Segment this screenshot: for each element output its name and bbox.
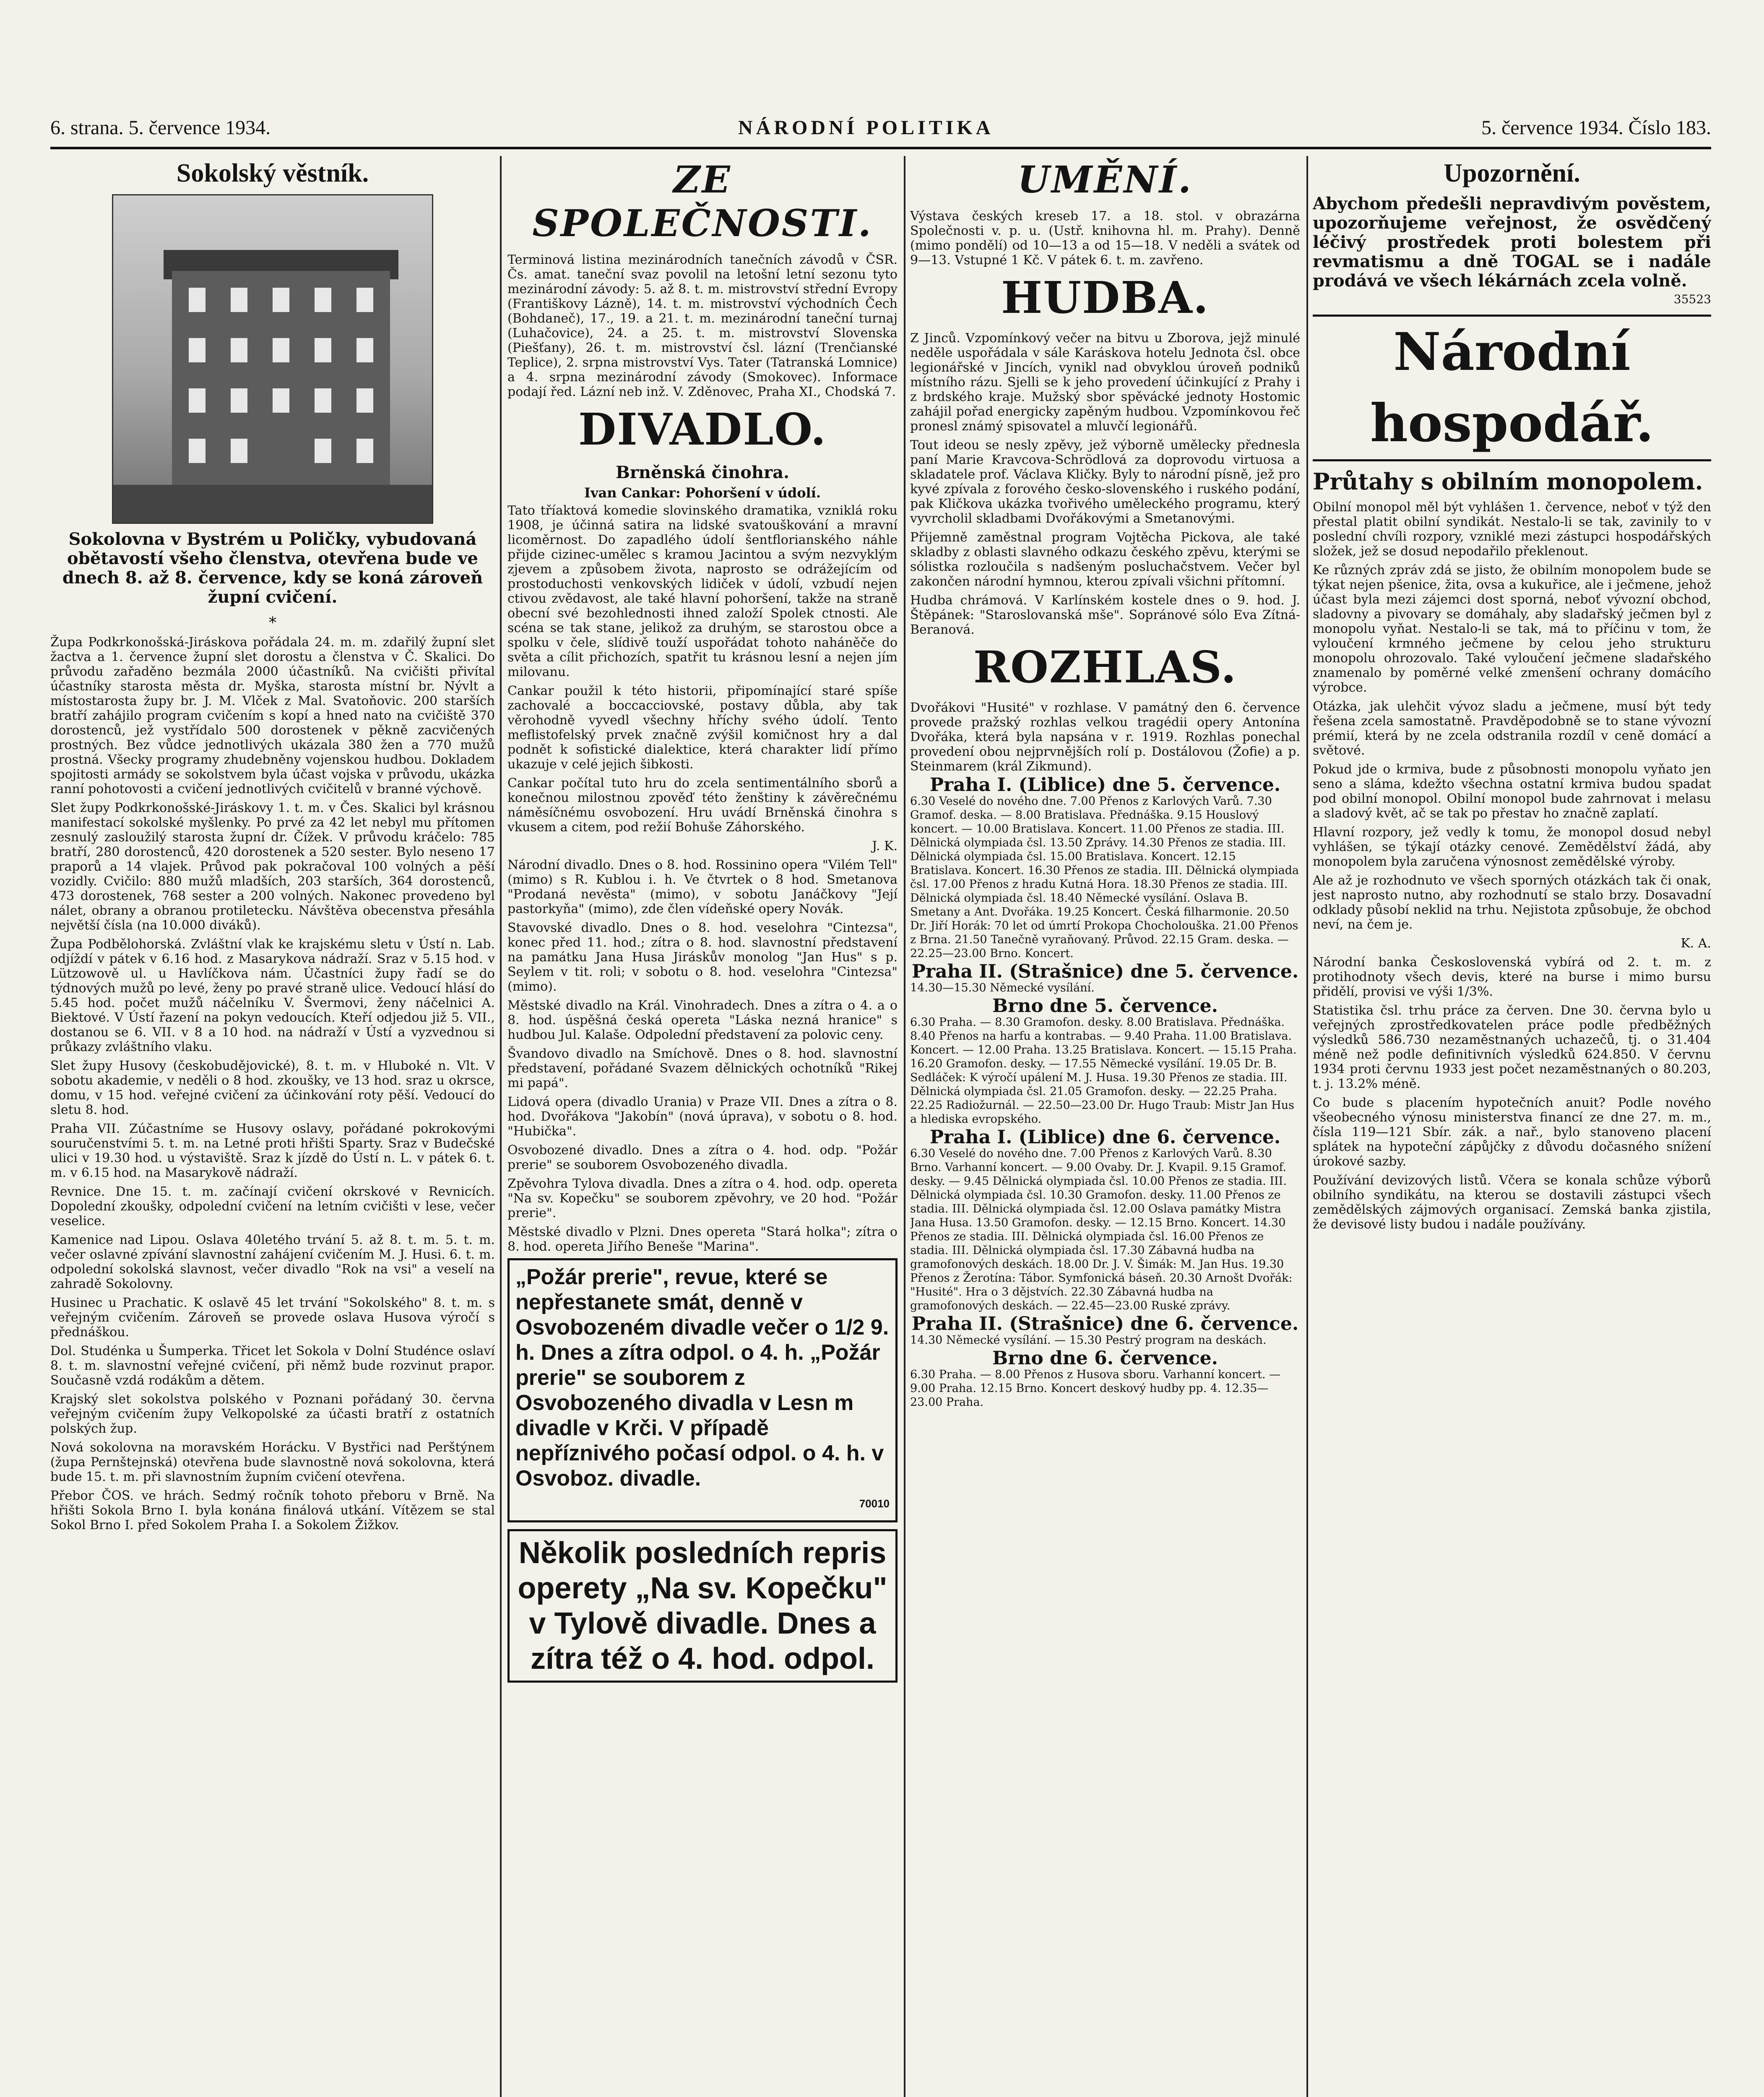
column-sokol bbox=[50, 156, 495, 2097]
column-society-theatre bbox=[507, 156, 898, 2097]
section-heading-theatre: DIVADLO. bbox=[578, 403, 827, 455]
article-paragraph: Dvořákovi "Husité" v rozhlase. V památný den 6. července provede pražský rozhlas velkou tragédii opery Antonína Dvořáka, která byla napsána v r. 1919. Rozhlas ponechal provedení obou nejprvnějších rolí p. Dostálovou (Žofie) a p. Steinmarem (král Zikmund). bbox=[910, 700, 1300, 774]
radio-program bbox=[910, 1313, 1300, 1347]
article-paragraph: Osvobozené divadlo. Dnes a zítra o 4. hod. odp. "Požár prerie" se souborem Osvobozeného divadla. bbox=[507, 1143, 898, 1172]
header-rule bbox=[50, 147, 1711, 149]
radio-program-body: 6.30 Veselé do nového dne. 7.00 Přenos z Karlových Varů. 7.30 Gramof. deska. — 8.00 Bratislava. Přednáška. 9.15 Houslový koncert. — 10.00 Bratislava. Koncert. 11.00 Přenos ze stadia. III. Dělnická olympiada čsl. 13.50 Zprávy. 14.30 Přenos ze stadia. III. Dělnická olympiada čsl. 15.00 Bratislava. Koncert. 12.15 Bratislava. Koncert. 16.30 Přenos ze stadia. III. Dělnická olympiada čsl. 17.00 Přenos z hradu Kutná Hora. 18.30 Přenos ze stadia. III. Dělnická olympiada čsl. 18.40 Německé vysílání. Oslava B. Smetany a Ant. Dvořáka. 19.25 Koncert. Česká filharmonie. 20.50 Dr. Jiří Horák: 70 let od úmrtí Prokopa Chocholouška. 21.00 Přenos z Brna. 21.50 Tanečně vyraňovaný. Průvod. 22.15 Gram. deska. — 22.25—23.00 Brno. Koncert. bbox=[910, 795, 1299, 960]
radio-program bbox=[910, 774, 1300, 960]
article-paragraph: Praha VII. Zúčastníme se Husovy oslavy, pořádané pokrokovými souručenstvími 5. t. m. na Letné proti hřišti Sparty. Sraz v Budečské ulici v 19.30 hod. u výstaviště. Sraz k jízdě do Ústí n. L. v pátek 6. t. m. v 6.15 hod. na Masarykově nádraží. bbox=[50, 1121, 495, 1180]
radio-program-body: 6.30 Praha. — 8.30 Gramofon. desky. 8.00 Bratislava. Přednáška. 8.40 Přenos na harfu a kontrabas. — 9.40 Praha. 11.00 Bratislava. Koncert. — 12.00 Praha. 13.25 Bratislava. Koncert. — 15.15 Praha. 16.20 Gramofon. desky. — 17.55 Německé vysílání. 19.05 Dr. B. Sedláček: K výročí upálení M. J. Husa. 19.30 Přenos ze stadia. III. Dělnická olympiada čsl. 21.05 Gramofon. desky. — 22.25 Praha. 22.25 Radiožurnál. — 22.50—23.00 Dr. Hugo Traub: Mistr Jan Hus a hlediska evropského. bbox=[910, 1016, 1297, 1126]
article-paragraph: Ke různých zpráv zdá se jisto, že obilním monopolem bude se týkat nejen pšenice, žita, ovsa a kukuřice, ale i ječmene, jehož účast byla mezi zájemci dost sporná, neboť vývozní obchod, sladovny a pivovary se domáhaly, aby sladařský ječmen byl z monopolu vyňat. Nestalo-li se tak, má to příčinu v tom, že vyloučení krmného ječmene by celou jeho strukturu monopolu ohrozovalo. Také vyloučení ječmene sladařského znamenalo by poměrné velké zmenšení ochrany domácího výrobce. bbox=[1313, 563, 1711, 695]
radio-program-title: Praha II. (Strašnice) dne 5. července. bbox=[911, 961, 1299, 982]
separator-star: * bbox=[269, 614, 276, 632]
article-paragraph: Městské divadlo na Král. Vinohradech. Dnes a zítra o 4. a o 8. hod. úspěšná česká opereta "Láska nezná hranice" s hudbou Jul. Kalaše. Odpolední představení za polovic ceny. bbox=[507, 998, 898, 1042]
article-paragraph: Husinec u Prachatic. K oslavě 45 let trvání "Sokolského" 8. t. m. s veřejným cvičením. Zároveň se provede oslava Husova výročí s přednáškou. bbox=[50, 1296, 495, 1340]
article-paragraph: Národní banka Československá vybírá od 2. t. m. z protihodnoty všech devis, které na burse i mimo bursu přidělí, provisi ve výši 1/3%. bbox=[1313, 955, 1711, 999]
section-heading-notice: Upozornění. bbox=[1444, 159, 1580, 187]
article-paragraph: Slet župy Podkrkonošské-Jiráskovy 1. t. m. v Čes. Skalici byl krásnou manifestací sokolské myšlenky. Po prvé za 42 let nebyl mu přítomen zesnulý zasloužilý starosta župní dr. Čížek. V průvodu kráčelo: 785 bratří, 280 dorostenců, 420 dorostenek a 520 sester. Bylo neseno 17 praporů a 14 vlajek. Průvod pak pokračoval 100 volných a pěší vozidly. Cvičilo: 880 mužů mladších, 203 starších, 364 dorostenců, 473 dorostenek, 768 sester a 200 volných. Nakonec provedeno byl nálet, obrany a obranou protiletecku. Návštěva obecenstva přesáhla největší čísla (na 10.000 diváků). bbox=[50, 801, 495, 933]
section-heading-art: UMĚNÍ. bbox=[1017, 158, 1193, 201]
masthead-title: NÁRODNÍ POLITIKA bbox=[738, 117, 994, 139]
togal-notice: Abychom předešli nepravdivým pověstem, upozorňujeme veřejnost, že osvědčený léčivý prostředek proti bolestem při revmatismu a dně TOGAL se i nadále prodává ve všech lékárnách zcela volně. bbox=[1313, 194, 1711, 291]
sokolovna-photo bbox=[112, 194, 433, 524]
column-divider bbox=[500, 156, 502, 2097]
radio-program-body: 6.30 Praha. — 8.00 Přenos z Husova sboru. Varhanní koncert. — 9.00 Praha. 12.15 Brno. Koncert deskový hudby pp. 4. 12.35—23.00 Praha. bbox=[910, 1368, 1281, 1409]
article-paragraph: Dol. Studénka u Šumperka. Třicet let Sokola v Dolní Studénce oslaví 8. t. m. slavnostní veřejné cvičení, při němž bude rozvinut prapor. Současně vzdá rodákům a dětem. bbox=[50, 1344, 495, 1388]
article-paragraph: Zpěvohra Tylova divadla. Dnes a zítra o 4. hod. odp. opereta "Na sv. Kopečku" se souborem zpěvohry, ve 20 hod. "Požár prerie". bbox=[507, 1176, 898, 1220]
advertisement-pozar-prerie bbox=[507, 1258, 898, 1522]
photo-caption: Sokolovna v Bystrém u Poličky, vybudovaná obětavostí všeho členstva, otevřena bude ve dnech 8. až 8. července, kdy se koná zároveň župní cvičení. bbox=[62, 529, 483, 607]
article-paragraph: Přijemně zaměstnal program Vojtěcha Pickova, ale také skladby z oblasti slavného odkazu českého zpěvu, kterými se sólistka rozloučila s nadšeným posluchačstvem. Večer byl zakončen národní hymnou, kterou zpívali všichni přítomní. bbox=[910, 530, 1300, 589]
radio-program bbox=[910, 1127, 1300, 1313]
article-subheading: Ivan Cankar: Pohoršení v údolí. bbox=[584, 485, 821, 501]
article-paragraph: Tato tříaktová komedie slovinského dramatika, vzniklá roku 1908, je účinná satira na lidské svatouškování a mravní licoměrnost. Do zapadlého údolí šentflorianského náhle přijde cizinec-umělec s kramou Jacintou a svým nezvyklým zjevem a způsobem života, naprosto se odrážejícím od prostoduchosti venkovských lidiček v údolí, vzbudí nejen ctivou zvědavost, ale také hlavní pohoršení, takže na straně obecní své bezohlednosti ihned založí Spolek ctnosti. Ale scéna se tak stane, jelikož za druhým, se starostou obce a spolku v čele, slídivě touží uspořádat tohoto naháněče do světa a cílit přichozích, spatřit tu krásnou lesní a nejen jím milovanu. bbox=[507, 503, 898, 679]
article-paragraph: Švandovo divadlo na Smíchově. Dnes o 8. hod. slavnostní představení, pořádané Svazem dělnických ochotníků "Rikej mi papá". bbox=[507, 1046, 898, 1090]
radio-program bbox=[910, 995, 1300, 1126]
article-paragraph: Revnice. Dne 15. t. m. začínají cvičení okrskové v Revnicích. Dopolední zkoušky, odpolední cvičení na letním cvičišti v lese, večer veselice. bbox=[50, 1184, 495, 1228]
article-paragraph: Terminová listina mezinárodních tanečních závodů v ČSR. Čs. amat. taneční svaz povolil na letošní letní sezonu tyto mezinárodní závody: 5. až 8. t. m. mistrovství střední Evropy (Františkovy Lázně), 14. t. m. mistrovství východních Čech (Bohdaneč), 17., 19. a 21. t. m. mezinárodní taneční turnaj (Luhačovice), 24. a 25. t. m. mistrovství Slovenska (Piešťany), 26. t. m. mistrovství čsl. lázní (Trenčianské Teplice), 2. srpna mistrovství Vys. Tater (Tatranská Lomnice) a 4. srpna mezinárodní závody (Smokovec). Informace podají řed. Lázní neb inž. V. Zděnovec, Praha XI., Chodská 7. bbox=[507, 252, 898, 399]
article-paragraph: Cankar počítal tuto hru do zcela sentimentálního sborů a konečnou milostnou zpověď této ženštiny k závěrečnému náměsíčnému osvobození. Hru uvádí Brněnská činohra s vkusem a citem, pod režií Bohuše Záhorského. bbox=[507, 776, 898, 835]
advertisement-number: 70010 bbox=[859, 1497, 890, 1510]
article-paragraph: Stavovské divadlo. Dnes o 8. hod. veselohra "Cintezsa", konec před 11. hod.; zítra o 8. hod. slavnostní představení na památku Jana Husa Jiráskův monolog "Jan Hus" s p. Seylem v tit. roli; v sobotu o 8. hod. veselohra "Cintezsa" (mimo). bbox=[507, 921, 898, 994]
section-heading-economy: Národní hospodář. bbox=[1313, 315, 1711, 461]
radio-program-title: Praha I. (Liblice) dne 5. července. bbox=[929, 774, 1281, 796]
radio-program-body: 14.30 Německé vysílání. — 15.30 Pestrý program na deskách. bbox=[910, 1334, 1267, 1347]
article-paragraph: Slet župy Husovy (českobudějovické), 8. t. m. v Hluboké n. Vlt. V sobotu akademie, v neděli o 8 hod. zkoušky, ve 13 hod. sraz u okrsce, domu, v 15 hod. veřejné cvičení za účinkování roty pěší. Vedoucí do sletu 8. hod. bbox=[50, 1059, 495, 1117]
column-arts-music-radio bbox=[910, 156, 1300, 2097]
page-header bbox=[50, 115, 1711, 149]
radio-program bbox=[910, 1348, 1300, 1409]
article-paragraph: Používání devizových listů. Včera se konala schůze výborů obilního syndikátu, na kterou se dostavili zástupci všech zemědělských zájmových organisací. Zemská banka zjistila, že devisové listy budou i nadále používány. bbox=[1313, 1173, 1711, 1232]
article-paragraph: Přebor ČOS. ve hrách. Sedmý ročník tohoto přeboru v Brně. Na hřišti Sokola Brno I. byla konána finálová utkání. Vítězem se stal Sokol Brno I. před Sokolem Praha I. a Sokolem Žižkov. bbox=[50, 1488, 495, 1532]
radio-program-body: 6.30 Veselé do nového dne. 7.00 Přenos z Karlových Varů. 8.30 Brno. Varhanní koncert. — 9.00 Ovaby. Dr. J. Kvapil. 9.15 Gramof. desky. — 9.45 Dělnická olympiada čsl. 10.00 Přenos ze stadia. III. Dělnická olympiada čsl. 10.30 Gramofon. desky. 11.00 Přenos ze stadia. III. Dělnická olympiada čsl. 12.00 Oslava památky Mistra Jana Husa. 13.50 Gramofon. desky. — 12.15 Brno. Koncert. 14.30 Přenos ze stadia. III. Dělnická olympiada čsl. 16.00 Přenos ze stadia. III. Dělnická olympiada čsl. 17.30 Zábavná hudba na gramofonových deskách. 18.00 Dr. J. V. Šimák: M. Jan Hus. 19.30 Přenos z Žerotína: Tábor. Symfonická báseň. 20.30 Arnošt Dvořák: "Husité". Hra o 3 dějstvích. 22.30 Zábavná hudba na gramofonových deskách. — 22.45—23.00 Ruské zprávy. bbox=[910, 1147, 1293, 1312]
radio-program bbox=[910, 961, 1300, 995]
article-subheading: Brněnská činohra. bbox=[616, 463, 789, 482]
notice-number: 35523 bbox=[1673, 292, 1711, 306]
header-right: 5. července 1934. Číslo 183. bbox=[1481, 117, 1711, 139]
section-heading-music: HUDBA. bbox=[1001, 272, 1209, 323]
column-divider bbox=[1306, 156, 1308, 2097]
article-paragraph: Statistika čsl. trhu práce za červen. Dne 30. června bylo u veřejných zprostředkovatelen práce podle předběžných výsledků 586.730 nezaměstnaných uchazečů, tj. o 31.404 méně než podle definitivních výsledků 624.850. V červnu 1934 proti červnu 1933 jest počet nezaměstnaných o 80.203, t. j. 13.2% méně. bbox=[1313, 1003, 1711, 1091]
article-paragraph: Obilní monopol měl být vyhlášen 1. července, neboť v týž den přestal platit obilní syndikát. Nestalo-li se tak, zavinily to v poslední chvíli rozpory, vzniklé mezi zástupci hospodářských složek, jež se dosud nepodařilo překlenout. bbox=[1313, 500, 1711, 559]
radio-program-title: Praha I. (Liblice) dne 6. července. bbox=[929, 1127, 1281, 1148]
article-paragraph: Co bude s placením hypotečních anuit? Podle nového všeobecného výnosu ministerstva financí ze dne 27. m. m., čísla 119—121 Sbír. zák. a nař., bylo stanoveno placení splátek na hypoteční zápůjčky z důvodu dočasného snížení úrokové sazby. bbox=[1313, 1095, 1711, 1169]
article-paragraph: Nová sokolovna na moravském Horácku. V Bystřici nad Perštýnem (župa Pernštejnská) otevřena bude slavnostně nová sokolovna, která bude 15. t. m. při slavnostním župním cvičení otevřena. bbox=[50, 1440, 495, 1484]
article-paragraph: Župa Podkrkonošská-Jiráskova pořádala 24. m. m. zdařilý župní slet žactva a 1. července župní slet dorostu a členstva v Č. Skalici. Do průvodu zařaděno bezmála 2000 účastníků. Na cvičišti přivítal účastníky starosta města dr. Myška, starosta místní br. Nývlt a místostarosta župy br. J. M. Vlček z Mal. Svatoňovic. 200 starších bratří zahájilo program cvičením s kopí a hned nato na cvičiště 370 dorostenců, jež vystřídalo 500 dorostenek v pěkně zacvičených prostných. Bez vůdce jednotlivých ukázala 380 žen a 770 mužů prostná. Všecky programy zhudebněny vojenskou hudbou. Dokladem spojitosti armády se sokolstvem byla účast vojska v průvodu, ukázka ranní pohotovosti a cvičení jednotlivých cvičitelů v branné výchově. bbox=[50, 635, 495, 796]
advertisement-text: Několik posledních repris operety „Na sv. Kopečku" v Tylově divadle. Dnes a zítra též o 4. hod. odpol. bbox=[518, 1536, 887, 1676]
article-paragraph: Lidová opera (divadlo Urania) v Praze VII. Dnes a zítra o 8. hod. Dvořákova "Jakobín" (nová úprava), v sobotu o 8. hod. "Hubička". bbox=[507, 1095, 898, 1139]
article-paragraph: Národní divadlo. Dnes o 8. hod. Rossinino opera "Vilém Tell" (mimo) s R. Kublou i. h. Ve čtvrtek o 8 hod. Smetanova "Prodaná nevěsta" (mimo), v sobotu Janáčkovy "Její pastorkyňa" (mimo), zde člen vídeňské opery Novák. bbox=[507, 858, 898, 916]
radio-program-title: Brno dne 6. července. bbox=[992, 1348, 1218, 1369]
radio-program-title: Praha II. (Strašnice) dne 6. července. bbox=[911, 1313, 1299, 1335]
article-paragraph: Z Jinců. Vzpomínkový večer na bitvu u Zborova, jejž minulé neděle uspořádala v sále Karáskova hotelu Jednota čsl. obce legionářské v Jincích, vynikl nad obvyklou úroveň podniků místního rázu. Sjelli se k jeho provedení účinkující z Prahy i z brdského kraje. Mužský sbor spěvácké jednoty Hostomic zahájil pořad energicky zapěným hudbou. Vzpomínkovou řeč pronesl známý spisovatel a mluvčí legionářů. bbox=[910, 331, 1300, 434]
radio-program-body: 14.30—15.30 Německé vysílání. bbox=[910, 981, 1095, 994]
advertisement-na-sv-kopecku bbox=[507, 1529, 898, 1683]
section-heading-radio: ROZHLAS. bbox=[973, 641, 1237, 693]
section-heading-sokol: Sokolský věstník. bbox=[176, 159, 369, 187]
article-paragraph: Župa Podbělohorská. Zvláštní vlak ke krajskému sletu v Ústí n. Lab. odjíždí v pátek v 6.16 hod. z Masarykova nádraží. Sraz v 5.15 hod. v Lützowově ul. u Havlíčkova nám. Účastníci župy řadí se do týdnových mužů po levé, ženy po pravé straně ulice. Vedoucí hlásí do 5.45 hod. počet mužů náčelníku V. Švermovi, ženy náčelnici A. Biektové. V Ústí řazení na pokyn vedoucích. Kteří odjedou již 5. VII., dostanou se 6. VII. v 8 a 10 hod. na nádraží v Ústí a vyzvednou si průkazy zvláštního vlaku. bbox=[50, 937, 495, 1054]
article-paragraph: Ale až je rozhodnuto ve všech sporných otázkách tak či onak, jest naprosto nutno, aby rozhodnutí se stalo brzy. Dosavadní odklady působí neklid na trhu. Nejistota způsobuje, že obchod neví, na čem je. bbox=[1313, 873, 1711, 932]
header-left: 6. strana. 5. července 1934. bbox=[50, 117, 271, 139]
article-paragraph: Cankar použil k této historii, připomínající staré spíše zachovalé a boccacciovské, postavy důbla, aby tak věrohodně vyvedl všechny hříchy svého údolí. Tento meflistofelský prvek značně zvýšil komičnost hry a dal podnět k sofistické dialektice, která charakter lidí přímo ukazuje v celé jejich šibkosti. bbox=[507, 684, 898, 772]
article-paragraph: Výstava českých kreseb 17. a 18. stol. v obrazárna Společnosti v. p. u. (Ustř. knihovna hl. m. Prahy). Denně (mimo pondělí) od 10—13 a od 15—18. V neděli a svátek od 9—13. Vstupné 1 Kč. V pátek 6. t. m. zavřeno. bbox=[910, 209, 1300, 268]
author-signature: K. A. bbox=[1681, 936, 1711, 951]
article-paragraph: Hlavní rozpory, jež vedly k tomu, že monopol dosud nebyl vyhlášen, se týkají otázky cenové. Zemědělství žádá, aby monopolem byla zaručena výnosnost zemědělské výroby. bbox=[1313, 825, 1711, 869]
article-paragraph: Pokud jde o krmiva, bude z působnosti monopolu vyňato jen seno a sláma, kdežto všechna ostatní krmiva budou spadat pod obilní monopol. Obilní monopol bude zahrnovat i melasu a sladový květ, ač se tak po přestav ho značně zaplatí. bbox=[1313, 762, 1711, 821]
author-signature: J. K. bbox=[872, 839, 898, 853]
article-paragraph: Kamenice nad Lipou. Oslava 40letého trvání 5. až 8. t. m. 5. t. m. večer oslavné zpívání slavnostní zahájení cvičením M. J. Husi. 6. t. m. odpolední sokolská slavnost, večer divadlo "Rok na vsi" a veselí na zahradě Sokolovny. bbox=[50, 1233, 495, 1291]
column-divider bbox=[904, 156, 905, 2097]
article-title: Průtahy s obilním monopolem. bbox=[1313, 468, 1703, 495]
article-paragraph: Městské divadlo v Plzni. Dnes opereta "Stará holka"; zítra o 8. hod. opereta Jiřího Beneše "Marina". bbox=[507, 1225, 898, 1254]
section-heading-society: ZE SPOLEČNOSTI. bbox=[532, 158, 873, 245]
article-paragraph: Hudba chrámová. V Karlínském kostele dnes o 9. hod. J. Štěpánek: "Staroslovanská mše". Sopránové sólo Eva Zítná-Beranová. bbox=[910, 593, 1300, 637]
column-economy bbox=[1313, 156, 1711, 2097]
advertisement-text: „Požár prerie", revue, které se nepřestanete smát, denně v Osvobozeném divadle večer o 1/2 9. h. Dnes a zítra odpol. o 4. h. „Požár prerie" se souborem z Osvobozeného divadla v Lesn m divadle v Krči. V případě nepříznivého počasí odpol. o 4. h. v Osvoboz. divadle. bbox=[515, 1265, 889, 1491]
article-paragraph: Krajský slet sokolstva polského v Poznani pořádaný 30. června veřejným cvičením župy Velkopolské za účasti bratří z ostatních polských žup. bbox=[50, 1392, 495, 1436]
article-paragraph: Otázka, jak ulehčit vývoz sladu a ječmene, musí být tedy řešena zcela samostatně. Pravděpodobně se to stane vývozní prémií, která by ne zcela odstranila rozdíl v ceně domácí a světové. bbox=[1313, 699, 1711, 758]
article-paragraph: Tout ideou se nesly zpěvy, jež výborně umělecky přednesla paní Marie Kravcova-Schrödlová za doprovodu virtuosa a skladatele prof. Václava Kličky. Byly to národní písně, jež pro kyvé zpívala z forového česko-slovenského i ruského podání, pak Kličkova ukázka tvořivého uměleckého programu, který vyvrcholil skladbami Dvořákovými a Smetanovými. bbox=[910, 438, 1300, 526]
radio-program-title: Brno dne 5. července. bbox=[992, 995, 1218, 1017]
